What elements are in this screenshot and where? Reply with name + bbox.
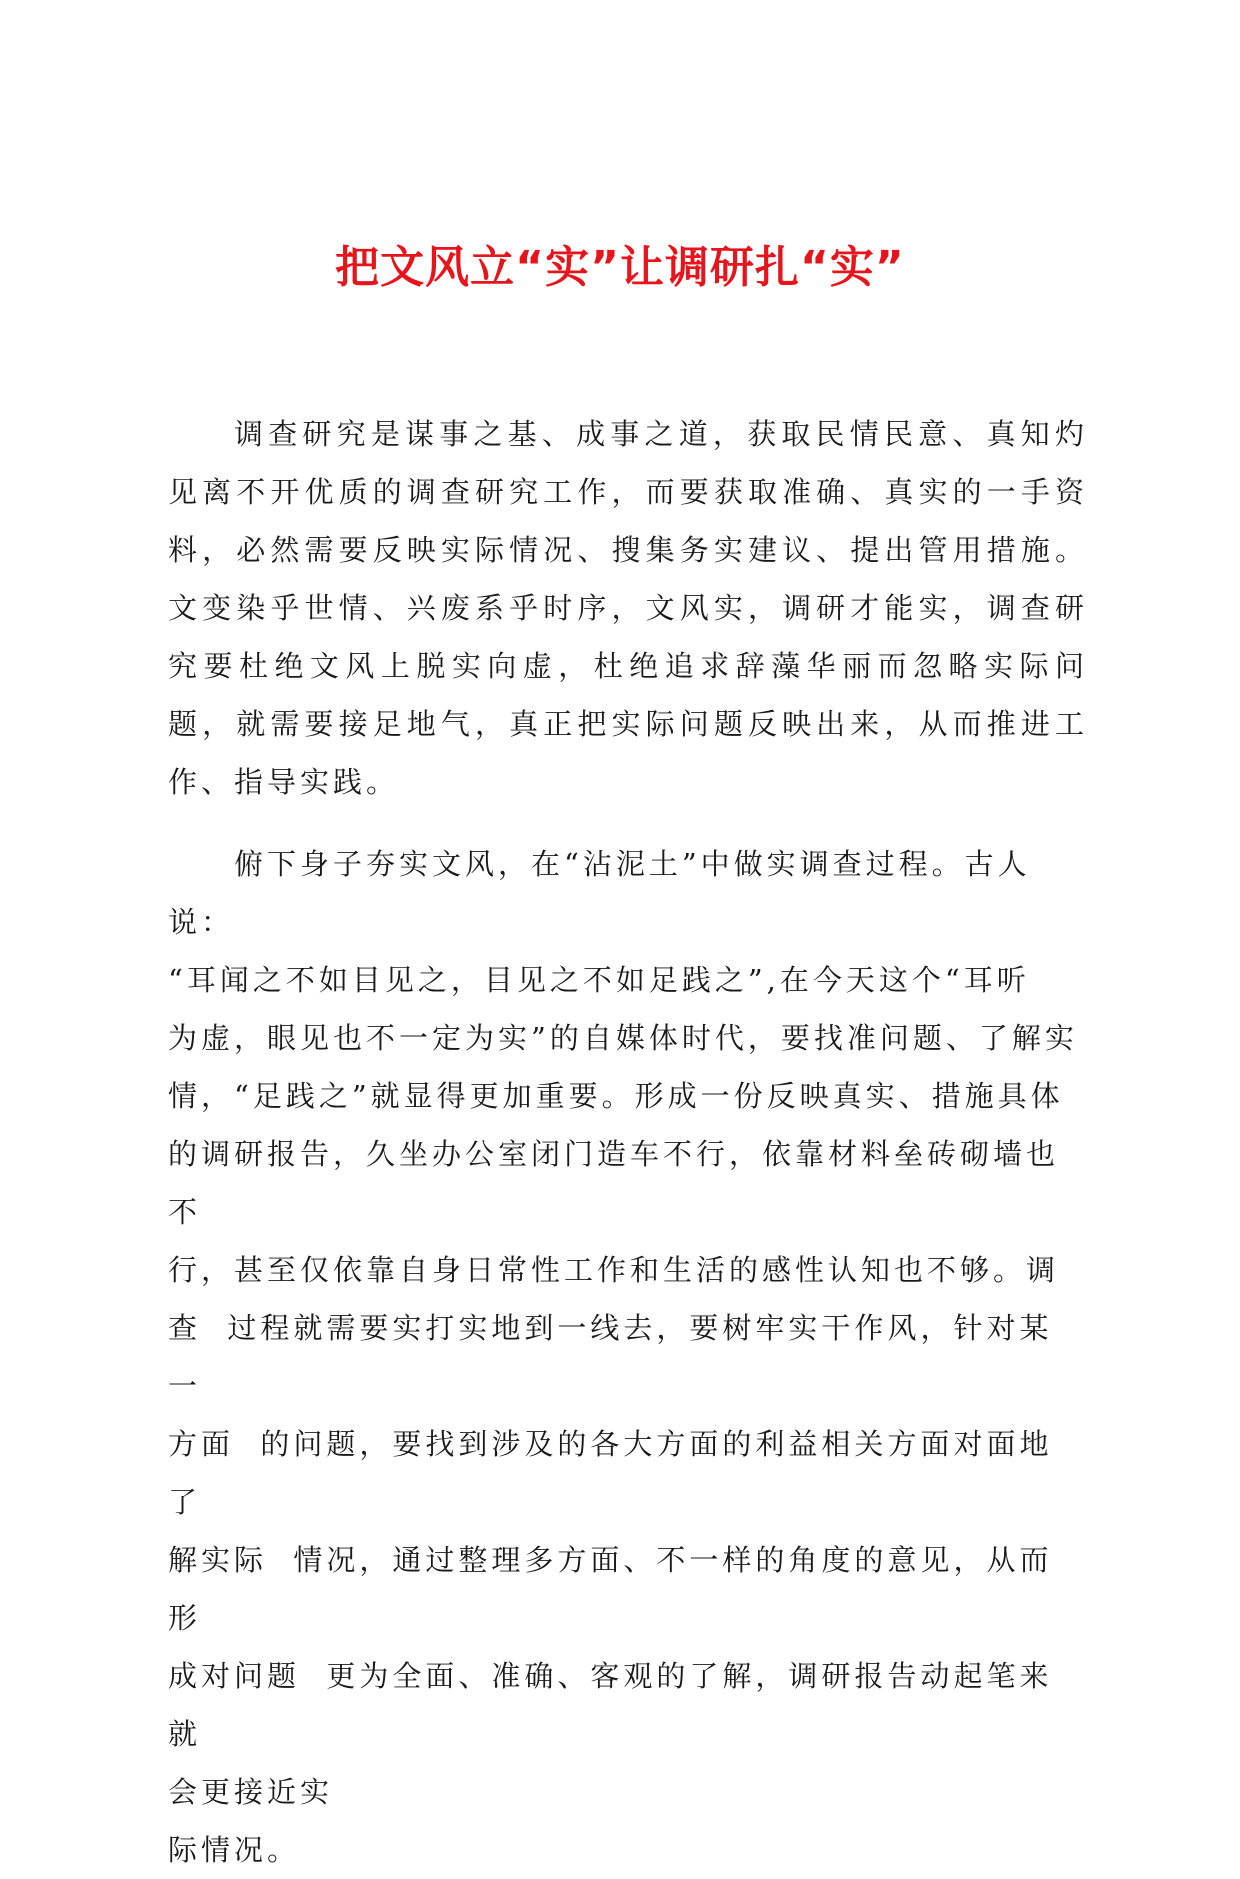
paragraph-2 [168, 835, 1080, 1821]
paragraph-2-line: 成对问题 更为全面、准确、客观的了解，调研报告动起笔来就 [168, 1659, 1053, 1751]
paragraph-1: 调查研究是谋事之基、成事之道，获取民情民意、真知灼见离不开优质的调查研究工作，而要获取准确、真实的一手资料，必然需要反映实际情况、搜集务实建议、提出管用措施。文变染乎世情、兴废系乎时序，文风实，调研才能实，调查研究要杜绝文风上脱实向虚，杜绝追求辞藻华丽而忽略实际问题，就需要接足地气，真正把实际问题反映出来，从而推进工作、指导实践。 [168, 417, 1088, 799]
paragraph-2-line: 解实际 情况，通过整理多方面、不一样的角度的意见，从而形 [168, 1543, 1053, 1635]
document-title: 把文风立“实”让调研扎“实” [335, 242, 905, 293]
paragraph-2-line: 查 过程就需要实打实地到一线去，要树牢实干作风，针对某一 [168, 1311, 1053, 1403]
paragraph-2-line: 为虚，眼见也不一定为实”的自媒体时代，要找准问题、了解实 [168, 1021, 1078, 1055]
paragraph-2-line: “耳闻之不如目见之，目见之不如足践之”,在今天这个“耳听 [168, 963, 1030, 997]
document-body [168, 405, 1088, 1879]
paragraph-2-line: 行，甚至仅依靠自身日常性工作和生活的感性认知也不够。调 [168, 1253, 1060, 1287]
paragraph-2-line: 的调研报告，久坐办公室闭门造车不行，依靠材料垒砖砌墙也不 [168, 1137, 1060, 1229]
closing-line: 际情况。 [168, 1833, 301, 1867]
paragraph-2-line: 方面 的问题，要找到涉及的各大方面的利益相关方面对面地了 [168, 1427, 1053, 1519]
paragraph-2-line: 会更接近实 [168, 1775, 334, 1809]
paragraph-2-line: 俯下身子夯实文风，在“沾泥土”中做实调查过程。古人说： [168, 847, 1031, 939]
paragraph-2-line: 情，“足践之”就显得更加重要。形成一份反映真实、措施具体 [168, 1079, 1064, 1113]
